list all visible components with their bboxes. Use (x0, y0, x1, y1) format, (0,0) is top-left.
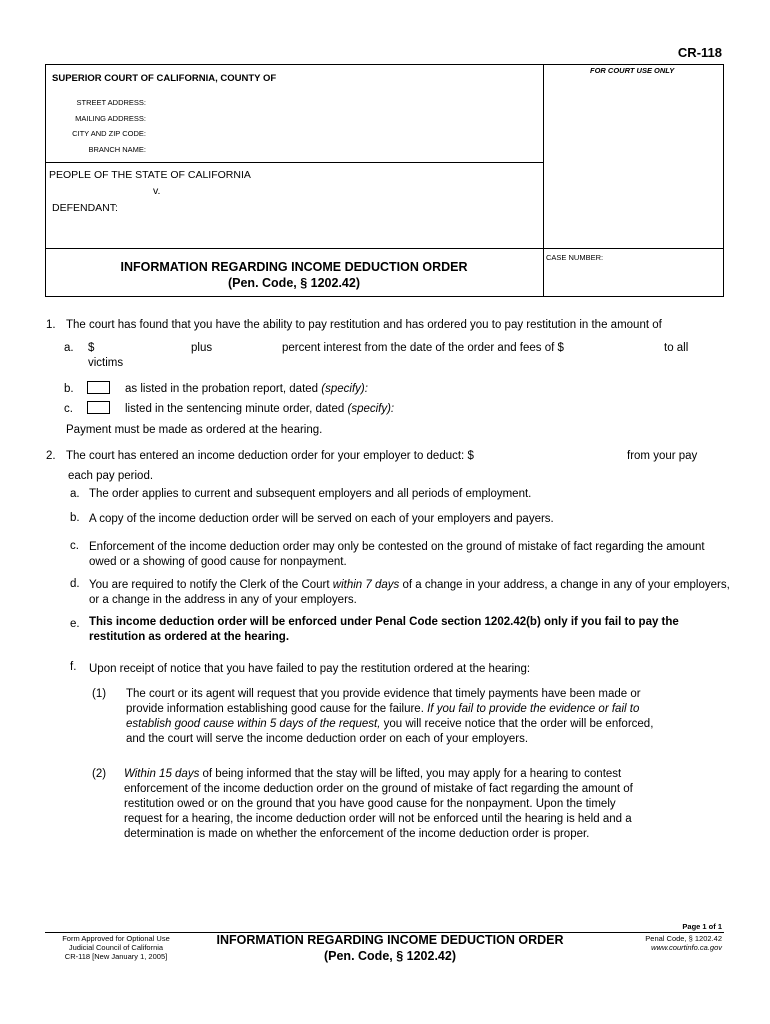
item2f2-label: (2) (92, 768, 107, 780)
item1a-plus: plus (191, 342, 213, 354)
caption-rule-2 (45, 248, 724, 249)
case-number-label: CASE NUMBER: (546, 253, 604, 262)
item2a-text: The order applies to current and subsequent employers and all periods of employment. (89, 488, 532, 500)
item2a-label: a. (70, 488, 80, 500)
form-number: CR-118 (677, 45, 722, 60)
versus-label: v. (153, 185, 161, 197)
item1c-specify: (specify): (347, 403, 395, 415)
item2f2-text (124, 767, 644, 842)
people-label: PEOPLE OF THE STATE OF CALIFORNIA (49, 169, 251, 181)
item1a-victims: victims (88, 357, 124, 369)
item2e-label: e. (70, 618, 80, 630)
item2c-text: Enforcement of the income deduction order may only be contested on the ground of mistake of fact regarding the amount owed or a showing of good cause for nonpayment. (89, 541, 705, 568)
item1-number: 1. (46, 319, 56, 331)
item2b-label: b. (70, 512, 80, 524)
defendant-label: DEFENDANT: (52, 202, 118, 214)
item2f2-text: of being informed that the stay will be lifted, you may apply for a hearing to contest enforcement of the income deduction order on the ground of mistake of fact regarding the amount of restitution owed or on the ground that you have good cause for the nonpayment. Upon the timely request for a hearing, the income deduction order will not be enforced until the hearing is held and a determination is made on whether the enforcement of the income deduction order is proper. (124, 768, 633, 840)
item2f1-text-1: The court or its agent will request that you provide evidence that timely payments have been made or provide information establishing good cause for the failure. (126, 688, 641, 715)
item2d-label: d. (70, 578, 80, 590)
item2e-text: This income deduction order will be enforced under Penal Code section 1202.42(b) only if you fail to pay the restitution as ordered at the hearing. (89, 616, 679, 643)
caption-rule-1 (45, 162, 543, 163)
item2c-label: c. (70, 540, 79, 552)
item2d-italic: within 7 days (332, 579, 400, 591)
item1c-label: c. (64, 403, 73, 415)
item1a-to-all: to all (664, 342, 689, 354)
item1b-text-main: as listed in the probation report, dated (125, 383, 322, 395)
item2f1-text (126, 687, 656, 747)
item1c-checkbox[interactable] (87, 401, 110, 414)
footer-code: Penal Code, § 1202.42 (645, 934, 722, 943)
item2-number: 2. (46, 450, 56, 462)
item1b-checkbox[interactable] (87, 381, 110, 394)
item1c-text (125, 402, 394, 417)
for-court-use-label: FOR COURT USE ONLY (590, 66, 675, 75)
item2f1-label: (1) (92, 688, 107, 700)
branch-name-label: BRANCH NAME: (88, 145, 146, 154)
item2f1-italic: If you fail to provide the evidence or fail to establish good cause within 5 days of the request, (126, 703, 640, 730)
item2f2-italic: Within 15 days (124, 768, 200, 780)
item1b-specify: (specify): (321, 383, 368, 395)
item1a-dollar: $ (88, 342, 95, 354)
footer-approved: Form Approved for Optional Use (62, 934, 170, 943)
item1b-text (125, 382, 368, 397)
footer-website[interactable]: www.courtinfo.ca.gov (651, 943, 722, 952)
page-number: Page 1 of 1 (682, 922, 722, 931)
mailing-address-label: MAILING ADDRESS: (75, 114, 146, 123)
item2-each-period: each pay period. (68, 470, 154, 482)
caption-title: INFORMATION REGARDING INCOME DEDUCTION ORDER (120, 260, 468, 274)
city-zip-label: CITY AND ZIP CODE: (72, 129, 146, 138)
item2-from-pay: from your pay (627, 450, 698, 462)
item2d-text (89, 578, 734, 608)
item2d-text-1: You are required to notify the Clerk of the Court (89, 579, 333, 591)
caption-divider (543, 64, 544, 297)
item2b-text: A copy of the income deduction order will be served on each of your employers and payers. (89, 513, 554, 525)
caption-subtitle: (Pen. Code, § 1202.42) (227, 276, 360, 290)
item2f-text: Upon receipt of notice that you have failed to pay the restitution ordered at the hearing: (89, 663, 531, 675)
court-name-label: SUPERIOR COURT OF CALIFORNIA, COUNTY OF (52, 73, 277, 84)
item1b-label: b. (64, 383, 74, 395)
footer-title: INFORMATION REGARDING INCOME DEDUCTION ORDER (216, 933, 564, 947)
item2-text: The court has entered an income deduction order for your employer to deduct: $ (66, 450, 474, 462)
item1a-interest: percent interest from the date of the order and fees of $ (282, 342, 564, 354)
item2d-text-2: of a change in your address, a change in any of your employers, or a change in the address in any of your employers. (89, 579, 730, 606)
item1-payment-note: Payment must be made as ordered at the hearing. (66, 424, 323, 436)
item2f1-text-2: you will receive notice that the order will be enforced, and the court will serve the income deduction order on each of your employers. (126, 718, 654, 745)
item1a-label: a. (64, 342, 74, 354)
footer-subtitle: (Pen. Code, § 1202.42) (323, 949, 456, 963)
item1-text: The court has found that you have the ability to pay restitution and has ordered you to pay restitution in the amount of (66, 319, 662, 331)
street-address-label: STREET ADDRESS: (76, 98, 146, 107)
item2f-label: f. (70, 661, 77, 673)
footer-council: Judicial Council of California (68, 943, 164, 952)
footer-revision: CR-118 [New January 1, 2005] (64, 952, 168, 961)
item1c-text-main: listed in the sentencing minute order, dated (125, 403, 348, 415)
